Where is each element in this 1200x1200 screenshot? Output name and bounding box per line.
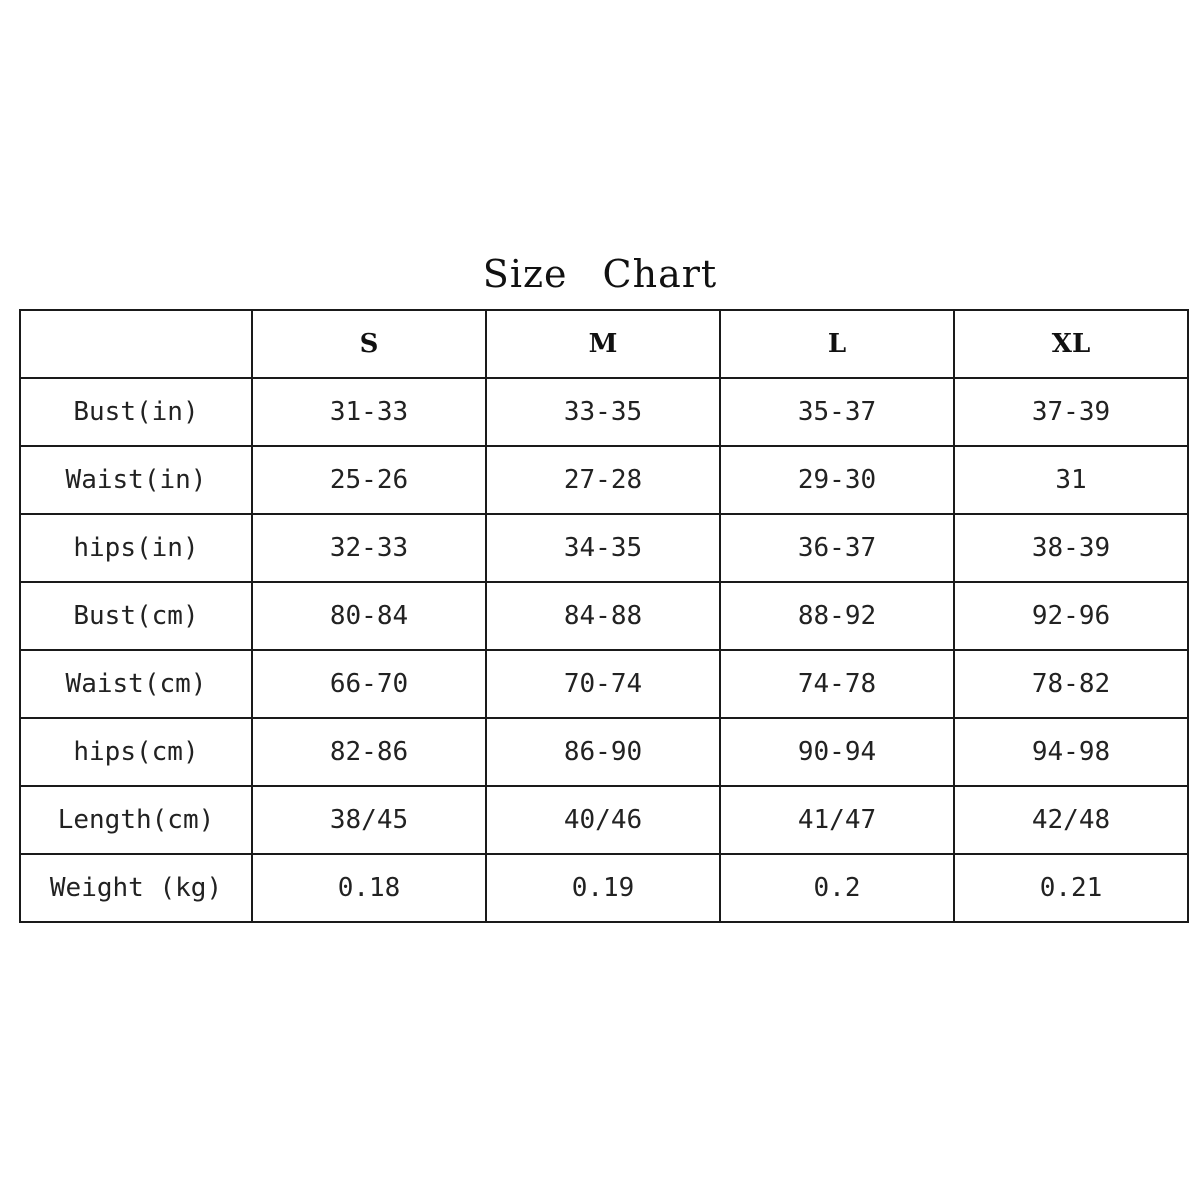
- table-cell: 0.19: [486, 854, 720, 922]
- row-label: hips(in): [20, 514, 252, 582]
- table-row: [20, 854, 1188, 922]
- table-cell: 94-98: [954, 718, 1188, 786]
- table-row: [20, 514, 1188, 582]
- row-label: Waist(in): [20, 446, 252, 514]
- table-cell: 66-70: [252, 650, 486, 718]
- table-cell: 84-88: [486, 582, 720, 650]
- table-cell: 31: [954, 446, 1188, 514]
- table-row: [20, 446, 1188, 514]
- table-cell: 86-90: [486, 718, 720, 786]
- header-row: [20, 310, 1188, 378]
- header-cell-l: L: [720, 310, 954, 378]
- header-cell-xl: XL: [954, 310, 1188, 378]
- table-cell: 78-82: [954, 650, 1188, 718]
- table-row: [20, 650, 1188, 718]
- table-cell: 70-74: [486, 650, 720, 718]
- table-cell: 80-84: [252, 582, 486, 650]
- table-cell: 90-94: [720, 718, 954, 786]
- table-cell: 38-39: [954, 514, 1188, 582]
- table-cell: 42/48: [954, 786, 1188, 854]
- row-label: Bust(cm): [20, 582, 252, 650]
- table-cell: 29-30: [720, 446, 954, 514]
- table-row: [20, 718, 1188, 786]
- table-cell: 41/47: [720, 786, 954, 854]
- table-cell: 82-86: [252, 718, 486, 786]
- table-cell: 27-28: [486, 446, 720, 514]
- table-cell: 33-35: [486, 378, 720, 446]
- table-row: [20, 582, 1188, 650]
- header-cell-blank: [20, 310, 252, 378]
- row-label: hips(cm): [20, 718, 252, 786]
- size-table: [19, 309, 1189, 923]
- table-cell: 25-26: [252, 446, 486, 514]
- table-row: [20, 786, 1188, 854]
- table-cell: 74-78: [720, 650, 954, 718]
- row-label: Bust(in): [20, 378, 252, 446]
- table-cell: 37-39: [954, 378, 1188, 446]
- table-cell: 31-33: [252, 378, 486, 446]
- table-row: [20, 378, 1188, 446]
- table-cell: 40/46: [486, 786, 720, 854]
- table-cell: 38/45: [252, 786, 486, 854]
- table-cell: 88-92: [720, 582, 954, 650]
- row-label: Weight (kg): [20, 854, 252, 922]
- table-cell: 0.2: [720, 854, 954, 922]
- table-cell: 92-96: [954, 582, 1188, 650]
- header-cell-m: M: [486, 310, 720, 378]
- table-cell: 34-35: [486, 514, 720, 582]
- row-label: Waist(cm): [20, 650, 252, 718]
- chart-title: Size Chart: [482, 252, 718, 296]
- header-cell-s: S: [252, 310, 486, 378]
- table-cell: 35-37: [720, 378, 954, 446]
- table-cell: 36-37: [720, 514, 954, 582]
- table-cell: 0.18: [252, 854, 486, 922]
- row-label: Length(cm): [20, 786, 252, 854]
- table-cell: 32-33: [252, 514, 486, 582]
- table-cell: 0.21: [954, 854, 1188, 922]
